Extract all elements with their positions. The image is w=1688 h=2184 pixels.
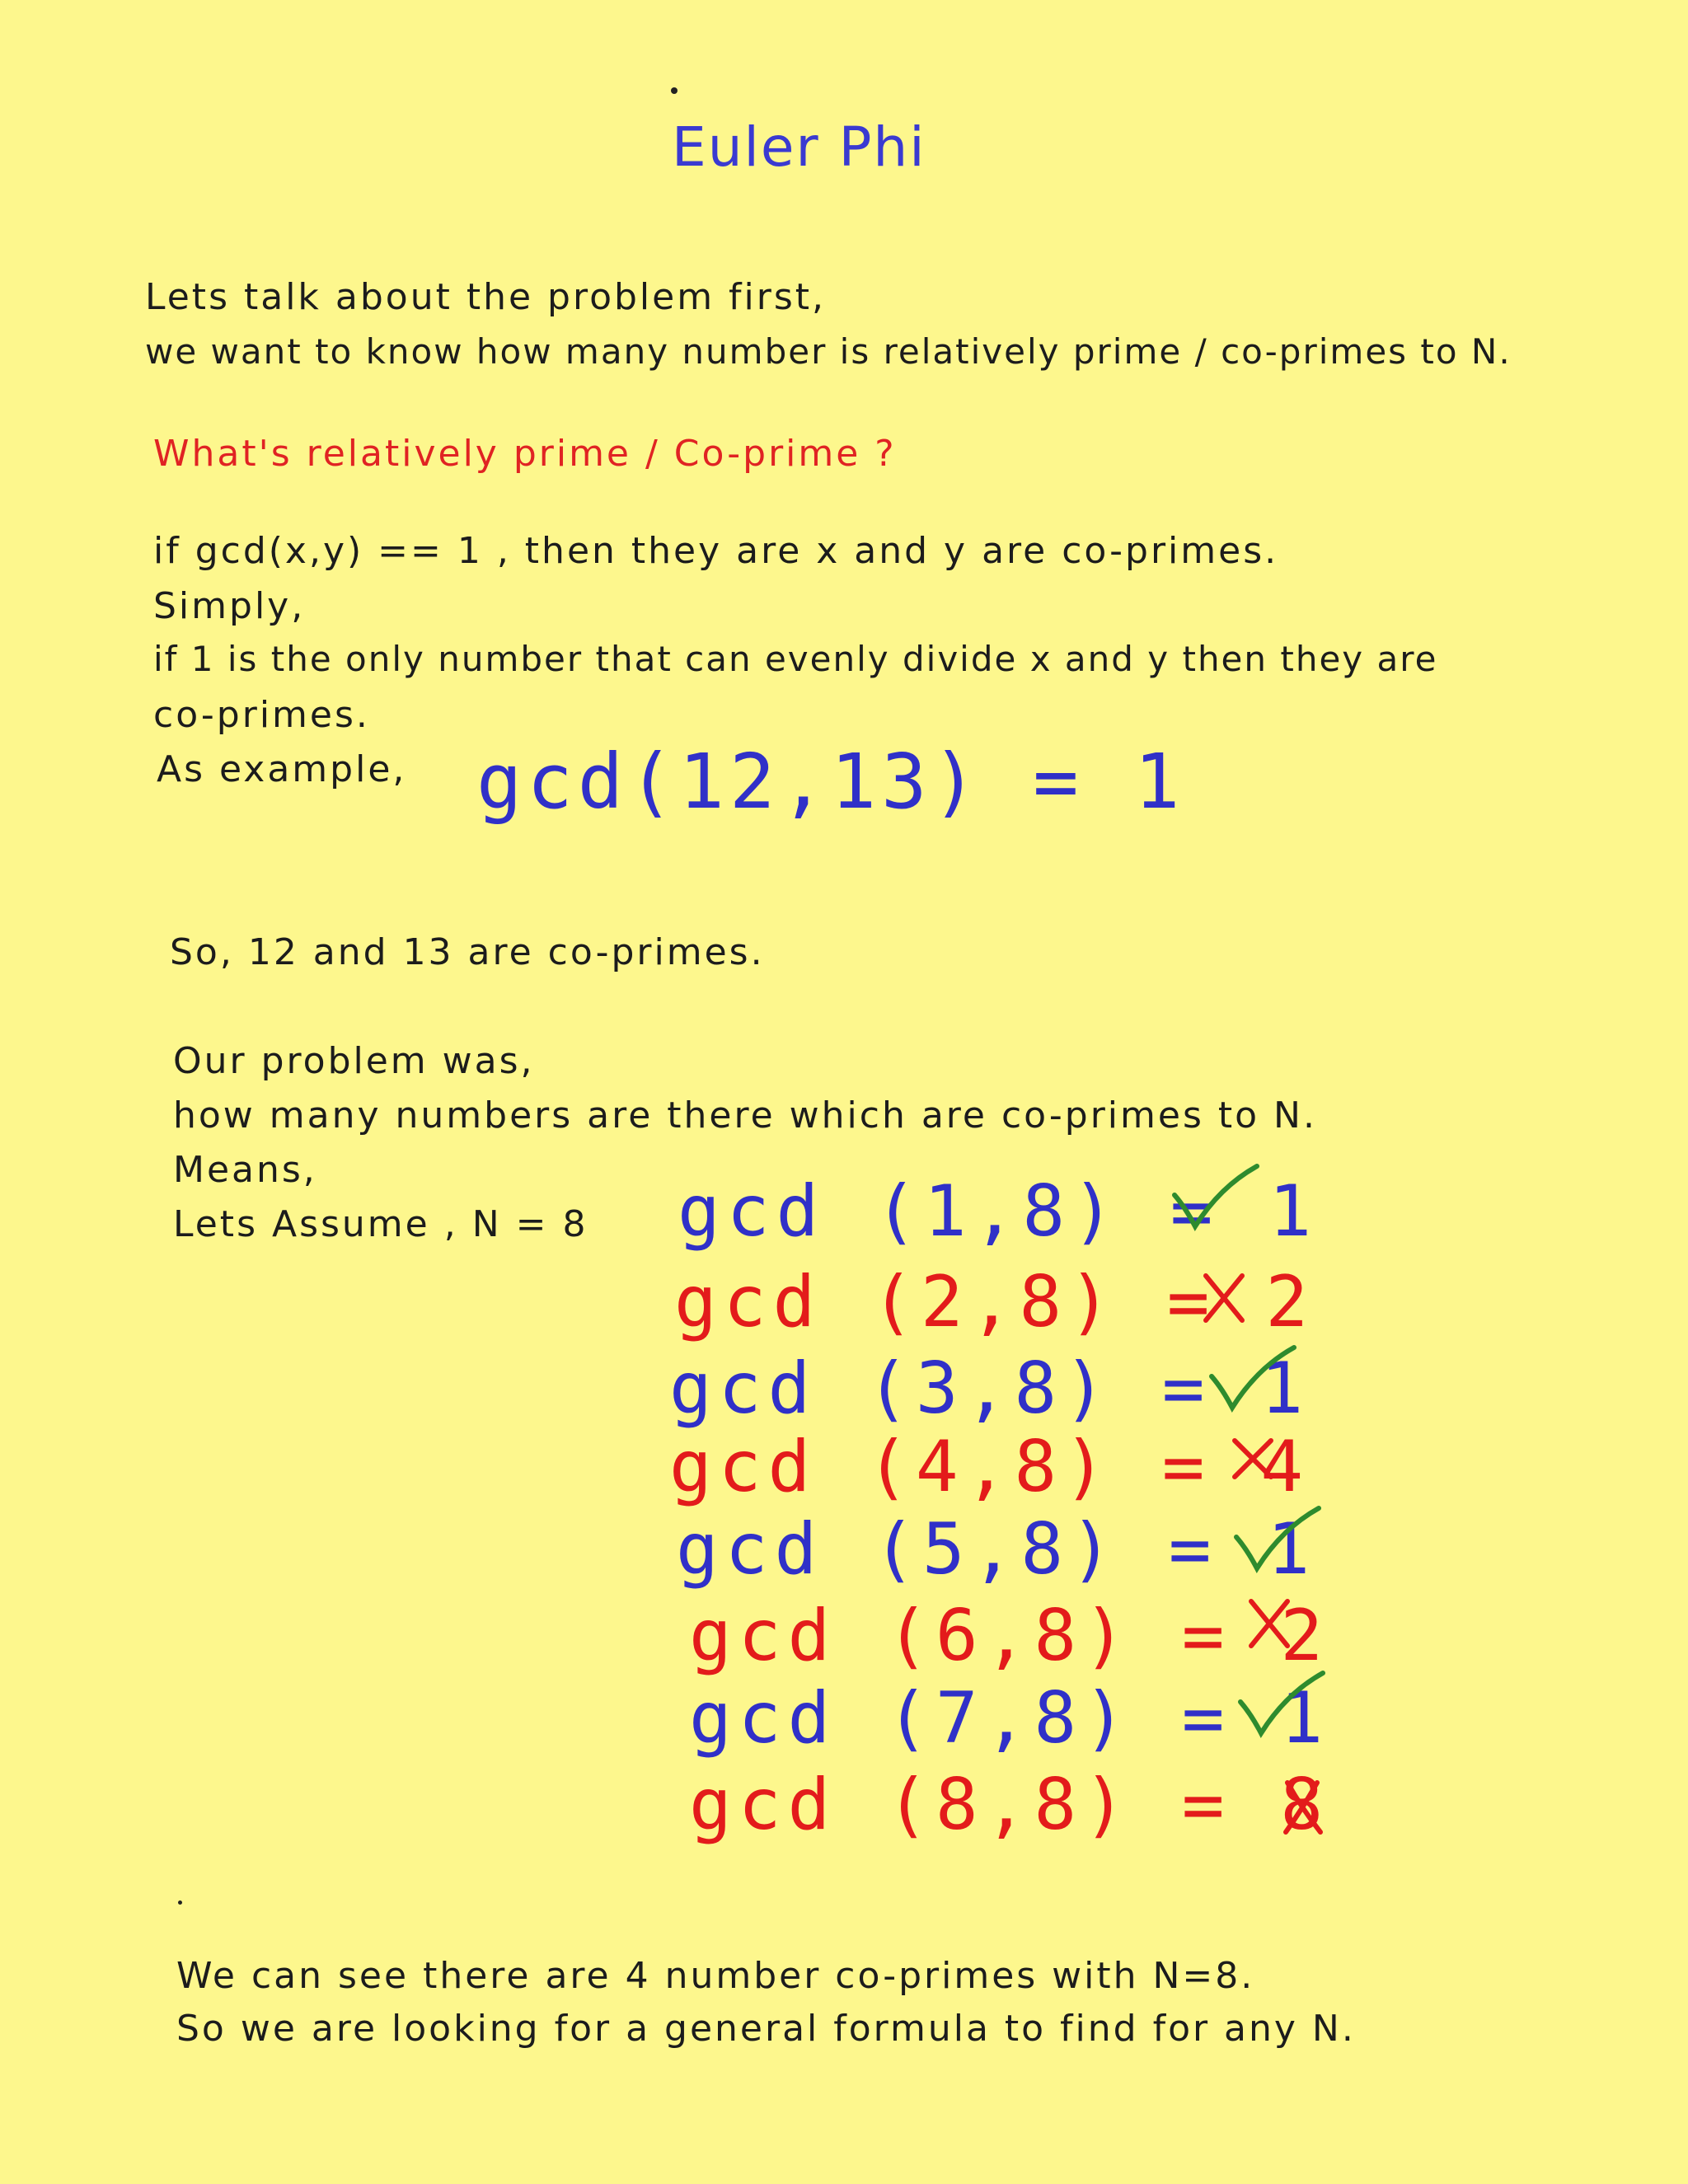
gcd-row-4: gcd (4,8) = 4: [669, 1426, 1311, 1508]
question-heading: What's relatively prime / Co-prime ?: [153, 433, 897, 475]
check-icon: [1170, 1162, 1261, 1236]
cross-icon: [1228, 1434, 1278, 1483]
conclusion-line-2: So we are looking for a general formula to find for any N.: [176, 2008, 1356, 2050]
problem-line-4: Lets Assume , N = 8: [173, 1203, 588, 1245]
gcd-row-6: gcd (6,8) = 2: [689, 1595, 1330, 1677]
cross-icon: [1245, 1595, 1294, 1652]
gcd-row-1: gcd (1,8) = 1: [678, 1170, 1319, 1253]
example-conclusion: So, 12 and 13 are co-primes.: [170, 931, 765, 973]
problem-line-3: Means,: [173, 1149, 317, 1191]
conclusion-line-1: We can see there are 4 number co-primes with N=8.: [176, 1955, 1255, 1997]
page-title: Euler Phi: [672, 115, 926, 179]
example-expression: gcd(12,13) = 1: [476, 738, 1185, 826]
cross-icon: [1278, 1776, 1327, 1838]
stray-dot-bottom: [178, 1900, 182, 1905]
check-icon: [1236, 1669, 1327, 1743]
definition-line-3: if 1 is the only number that can evenly divide x and y then they are: [153, 639, 1438, 679]
gcd-row-2: gcd (2,8) = 2: [674, 1261, 1315, 1343]
example-label: As example,: [157, 748, 407, 790]
problem-line-2: how many numbers are there which are co-primes to N.: [173, 1094, 1317, 1137]
stray-dot-top: [671, 87, 678, 94]
check-icon: [1207, 1343, 1298, 1418]
gcd-row-7: gcd (7,8) = 1: [689, 1677, 1330, 1760]
check-icon: [1232, 1504, 1323, 1578]
intro-line-1: Lets talk about the problem first,: [145, 276, 827, 318]
cross-icon: [1199, 1269, 1249, 1327]
problem-line-1: Our problem was,: [173, 1040, 535, 1082]
definition-line-4: co-primes.: [153, 694, 370, 736]
gcd-row-8: gcd (8,8) = 8: [689, 1764, 1330, 1846]
intro-line-2: we want to know how many number is relatively prime / co-primes to N.: [145, 331, 1512, 372]
definition-line-1: if gcd(x,y) == 1 , then they are x and y are co-primes.: [153, 530, 1279, 572]
gcd-row-3: gcd (3,8) = 1: [669, 1347, 1311, 1430]
definition-line-2: Simply,: [153, 585, 306, 627]
gcd-row-5: gcd (5,8) = 1: [676, 1508, 1317, 1591]
